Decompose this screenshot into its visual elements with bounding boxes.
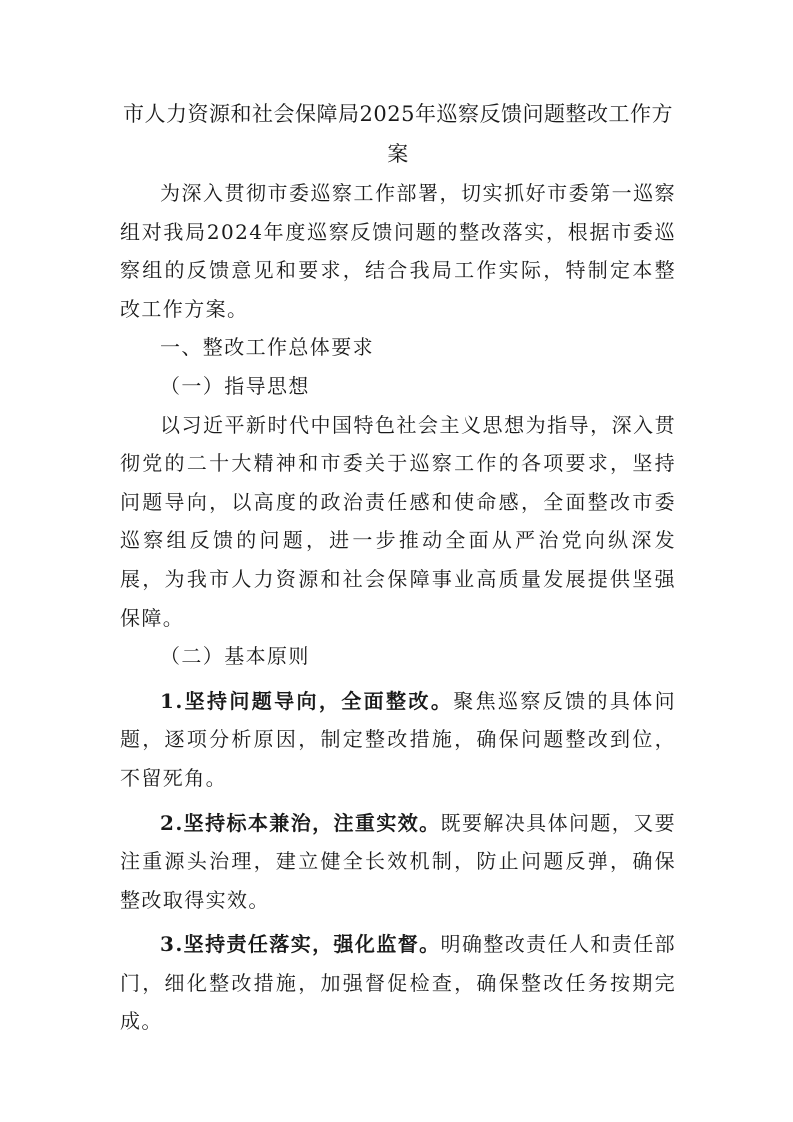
principle-body: 明确整改责任人和责任部门，细化整改措施，加强督促检查，确保整改任务按期完成。 xyxy=(120,932,676,1034)
document-page xyxy=(120,94,676,1041)
principle-lead: 2.坚持标本兼治，注重实效。 xyxy=(160,810,441,835)
guiding-ideology-paragraph: 以习近平新时代中国特色社会主义思想为指导，深入贯彻党的二十大精神和市委关于巡察工作的各项要求，坚持问题导向，以高度的政治责任感和使命感，全面整改市委巡察组反馈的问题，进一步推动全面从严治党向纵深发展，为我市人力资源和社会保障事业高质量发展提供坚强保障。 xyxy=(120,412,676,630)
principle-item xyxy=(120,925,676,1041)
section-heading-requirements: 一、整改工作总体要求 xyxy=(160,335,374,360)
document-title: 市人力资源和社会保障局2025年巡察反馈问题整改工作方案 xyxy=(123,102,673,166)
principle-item xyxy=(120,804,676,920)
principle-lead: 1.坚持问题导向，全面整改。 xyxy=(160,688,454,713)
subsection-heading-guiding-ideology: （一）指导思想 xyxy=(160,373,310,398)
subsection-heading-basic-principles: （二）基本原则 xyxy=(160,644,310,669)
principle-body: 聚焦巡察反馈的具体问题，逐项分析原因，制定整改措施，确保问题整改到位，不留死角。 xyxy=(120,688,677,790)
principle-body: 既要解决具体问题，又要注重源头治理，建立健全长效机制，防止问题反弹，确保整改取得实效。 xyxy=(120,810,676,912)
intro-paragraph: 为深入贯彻市委巡察工作部署，切实抓好市委第一巡察组对我局2024年度巡察反馈问题的整改落实，根据市委巡察组的反馈意见和要求，结合我局工作实际，特制定本整改工作方案。 xyxy=(120,181,676,321)
principle-item xyxy=(120,682,676,798)
principle-lead: 3.坚持责任落实，强化监督。 xyxy=(160,932,441,957)
